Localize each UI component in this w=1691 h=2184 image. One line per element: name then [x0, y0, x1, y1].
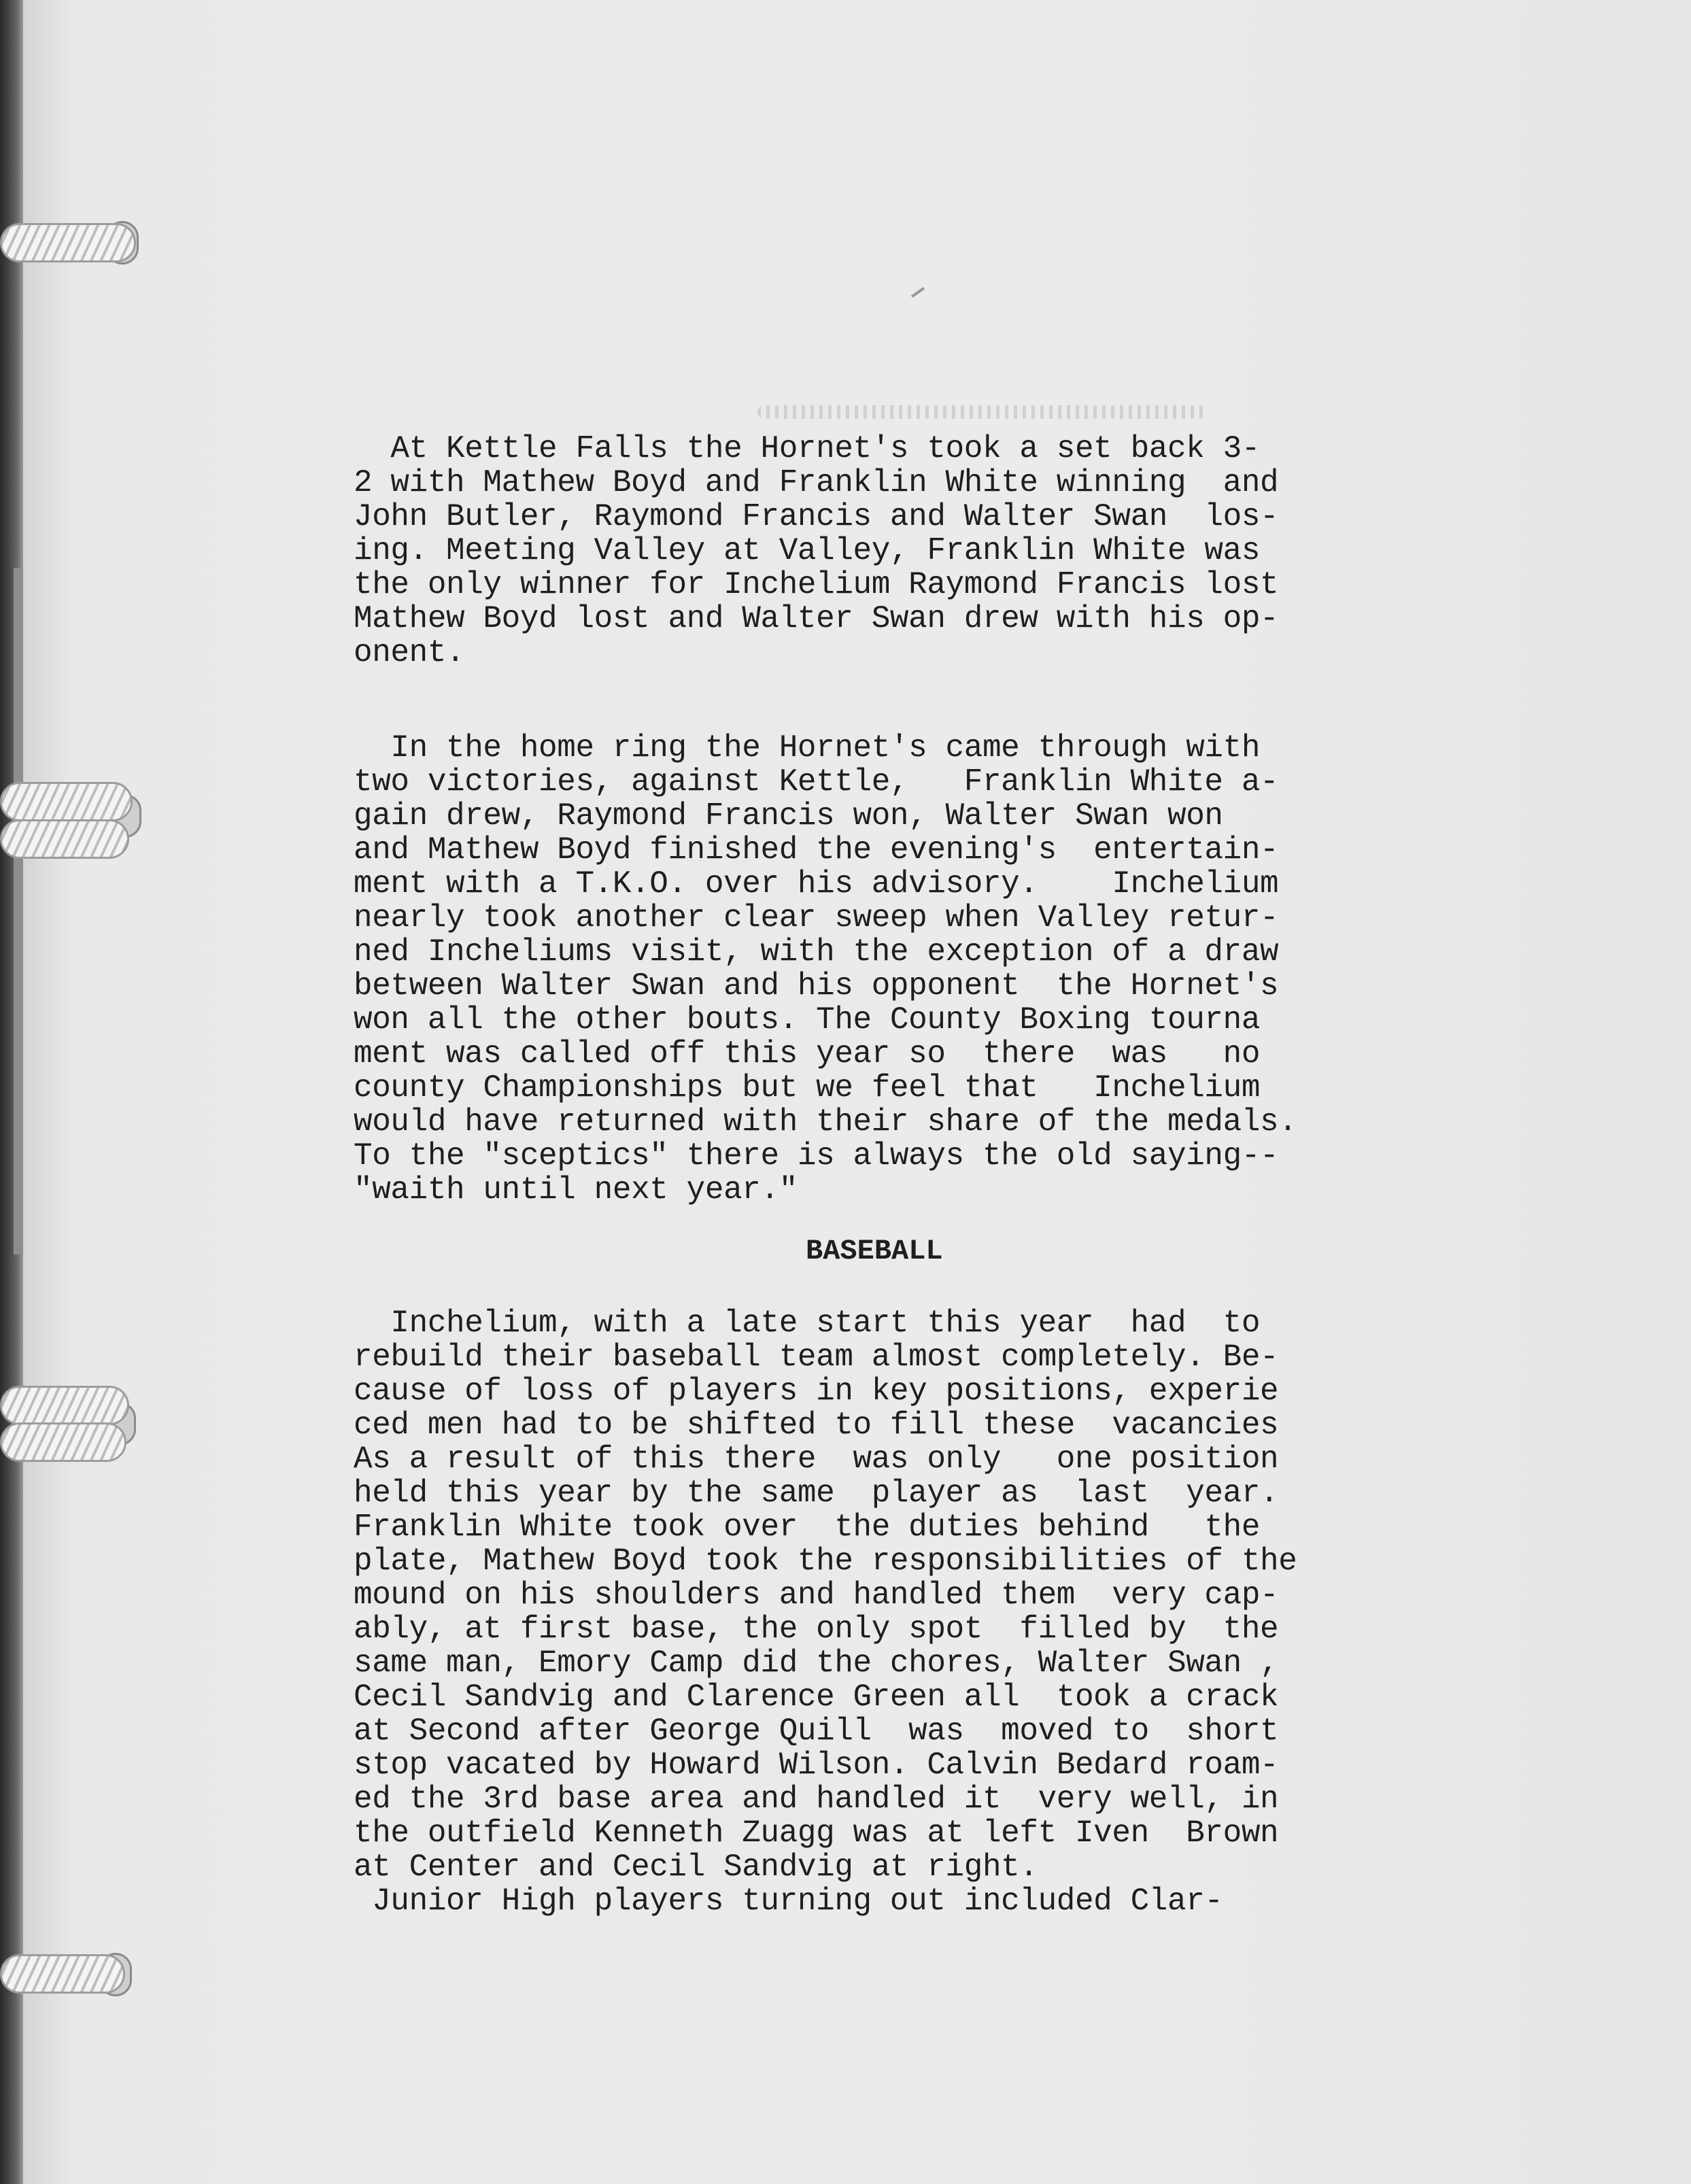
- binding-lace: [0, 1954, 125, 1994]
- pencil-mark: [911, 287, 925, 298]
- text-line: ed the 3rd base area and handled it very well, in: [354, 1781, 1279, 1817]
- text-line: Inchelium, with a late start this year had to: [354, 1306, 1261, 1341]
- text-line: at Center and Cecil Sandvig at right.: [354, 1849, 1038, 1885]
- text-line: Junior High players turning out included Clar-: [354, 1883, 1223, 1919]
- ink-smudge: [757, 405, 1206, 419]
- text-line: ing. Meeting Valley at Valley, Franklin White was: [354, 533, 1261, 568]
- text-line: plate, Mathew Boyd took the responsibilities of the: [354, 1543, 1297, 1579]
- binding-lace: [0, 782, 133, 821]
- text-line: gain drew, Raymond Francis won, Walter Swan won: [354, 798, 1223, 834]
- text-line: ced men had to be shifted to fill these vacancies: [354, 1407, 1279, 1443]
- section-heading: BASEBALL: [806, 1235, 943, 1267]
- text-line: mound on his shoulders and handled them very cap-: [354, 1577, 1279, 1613]
- text-line: In the home ring the Hornet's came through with: [354, 730, 1261, 766]
- text-line: the only winner for Inchelium Raymond Francis lost: [354, 567, 1279, 602]
- text-line: At Kettle Falls the Hornet's took a set back 3-: [354, 431, 1261, 466]
- paragraph-home-ring: [354, 731, 1387, 1207]
- text-line: at Second after George Quill was moved to short: [354, 1713, 1279, 1749]
- text-line: rebuild their baseball team almost completely. Be-: [354, 1340, 1279, 1375]
- text-line: "waith until next year.": [354, 1172, 798, 1208]
- binding-lace: [0, 1422, 126, 1462]
- text-line: ably, at first base, the only spot filled by the: [354, 1611, 1279, 1647]
- text-line: county Championships but we feel that Inchelium: [354, 1070, 1261, 1106]
- text-line: nearly took another clear sweep when Valley retur-: [354, 900, 1279, 936]
- text-line: cause of loss of players in key positions, experie: [354, 1373, 1279, 1409]
- binding-lace: [0, 819, 129, 859]
- text-line: Franklin White took over the duties behind the: [354, 1509, 1261, 1545]
- text-line: John Butler, Raymond Francis and Walter Swan los-: [354, 499, 1279, 534]
- binding-lace: [0, 1386, 129, 1425]
- text-line: same man, Emory Camp did the chores, Walter Swan ,: [354, 1645, 1279, 1681]
- text-line: two victories, against Kettle, Franklin White a-: [354, 764, 1279, 800]
- text-line: between Walter Swan and his opponent the Hornet's: [354, 968, 1279, 1004]
- text-line: the outfield Kenneth Zuagg was at left Iven Brown: [354, 1815, 1279, 1851]
- text-line: won all the other bouts. The County Boxing tourna: [354, 1002, 1261, 1038]
- text-line: ment was called off this year so there was no: [354, 1036, 1261, 1072]
- text-line: As a result of this there was only one position: [354, 1441, 1279, 1477]
- text-line: stop vacated by Howard Wilson. Calvin Bedard roam-: [354, 1747, 1279, 1783]
- typed-text: [354, 432, 1387, 1918]
- binding-lace: [0, 223, 136, 262]
- text-line: Mathew Boyd lost and Walter Swan drew with his op-: [354, 601, 1279, 636]
- text-line: and Mathew Boyd finished the evening's entertain-: [354, 832, 1279, 868]
- text-line: ment with a T.K.O. over his advisory. Inchelium: [354, 866, 1279, 902]
- text-line: ned Incheliums visit, with the exception of a draw: [354, 934, 1279, 970]
- text-line: 2 with Mathew Boyd and Franklin White winning and: [354, 465, 1279, 500]
- text-line: To the "sceptics" there is always the old saying--: [354, 1138, 1279, 1174]
- text-line: Cecil Sandvig and Clarence Green all took a crack: [354, 1679, 1279, 1715]
- text-line: would have returned with their share of the medals.: [354, 1104, 1297, 1140]
- text-line: onent.: [354, 635, 465, 670]
- paragraph-kettle-falls: [354, 432, 1387, 670]
- text-line: held this year by the same player as last year.: [354, 1475, 1279, 1511]
- paragraph-baseball: [354, 1306, 1387, 1918]
